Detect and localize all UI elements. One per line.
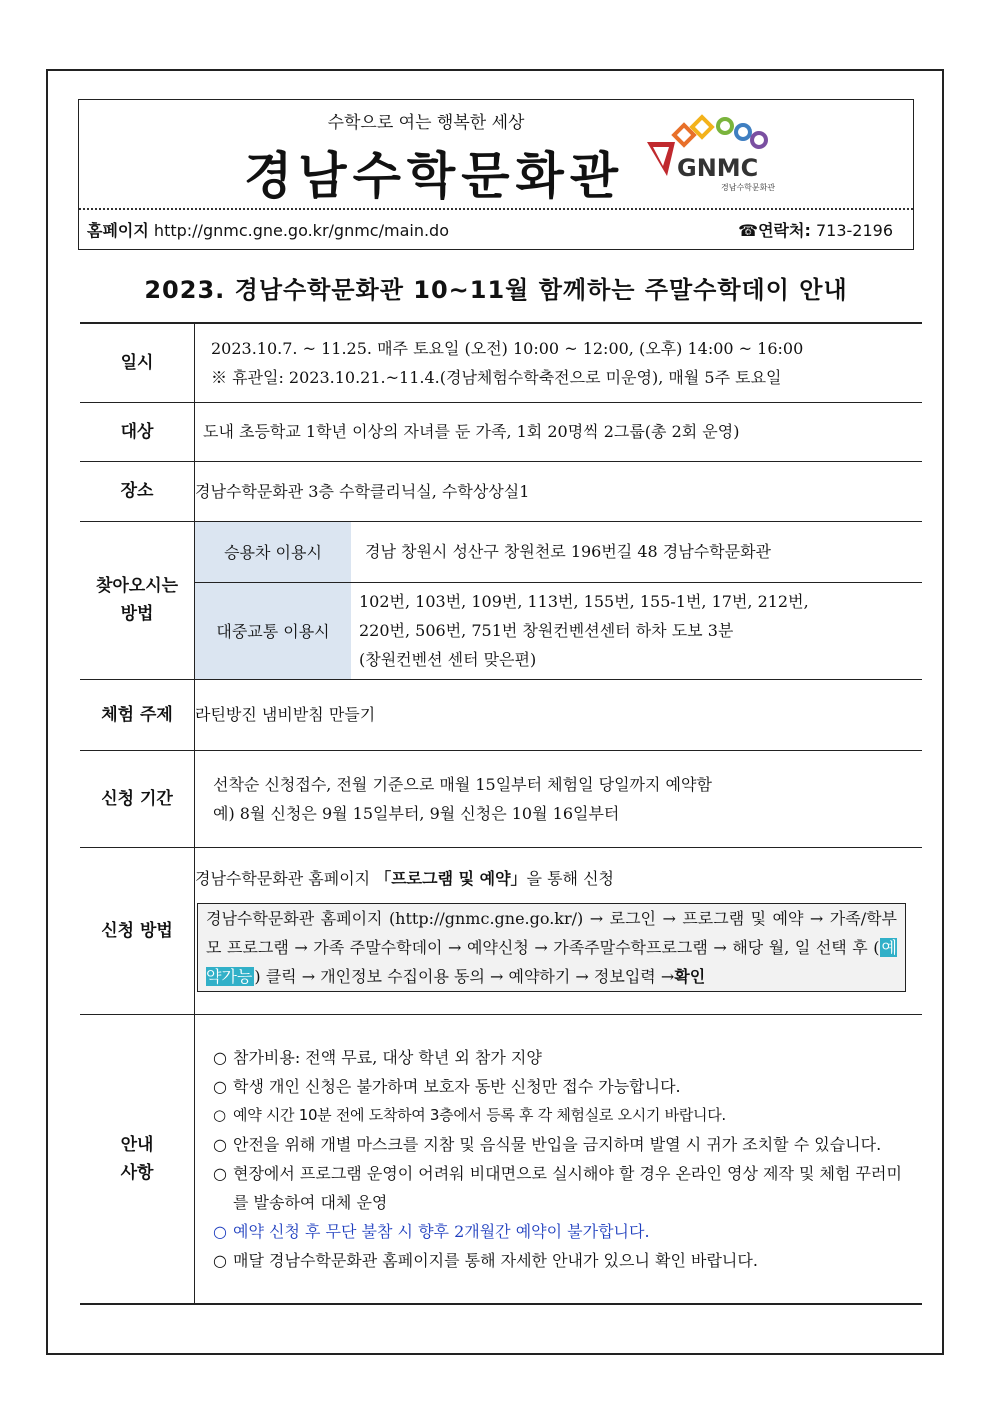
value-theme: 라틴방진 냄비받침 만들기 xyxy=(195,679,923,750)
car-row xyxy=(195,522,922,583)
notes-label-line2: 사항 xyxy=(120,1162,154,1183)
document-title: 2023. 경남수학문화관 10~11월 함께하는 주말수학데이 안내 xyxy=(144,276,848,304)
note-item: ○ 예약 시간 10분 전에 도착하여 3층에서 등록 후 각 체험실로 오시기 바랍니다. xyxy=(207,1101,910,1130)
row-method xyxy=(80,847,922,1014)
row-period xyxy=(80,750,922,847)
car-label: 승용차 이용시 xyxy=(195,522,351,583)
value-directions xyxy=(195,521,923,679)
bullet-icon: ○ xyxy=(213,1221,227,1241)
directions-subtable xyxy=(195,522,922,679)
period-line2: 예) 8월 신청은 9월 15일부터, 9월 신청은 10월 16일부터 xyxy=(213,803,620,823)
bus-line1: 102번, 103번, 109번, 113번, 155번, 155-1번, 17번, 212번, xyxy=(359,592,809,612)
info-table xyxy=(80,322,922,1305)
row-date xyxy=(80,323,922,402)
note-item: ○ 참가비용: 전액 무료, 대상 학년 외 참가 지양 xyxy=(207,1043,910,1072)
bus-row xyxy=(195,583,922,679)
label-period: 신청 기간 xyxy=(80,750,195,847)
phone-number: 713-2196 xyxy=(815,221,893,240)
bullet-icon: ○ xyxy=(213,1076,227,1096)
note-item: ○ 현장에서 프로그램 운영이 어려워 비대면으로 실시해야 할 경우 온라인 영상 제작 및 체험 꾸러미를 발송하여 대체 운영 xyxy=(207,1159,910,1217)
homepage-url[interactable]: http://gnmc.gne.go.kr/gnmc/main.do xyxy=(153,221,449,240)
slogan: 수학으로 여는 행복한 세상 xyxy=(327,113,525,133)
method-intro-post: 을 통해 신청 xyxy=(526,868,614,888)
available-badge: 예약가능 xyxy=(206,937,897,986)
apply-steps-text: 경남수학문화관 홈페이지 (http://gnmc.gne.go.kr/) → 로그인 → 프로그램 및 예약 → 가족/학부모 프로그램 → 가족 주말수학데이 → 예약신청 → 가족주말수학프로그램 → 해당 월, 일 선택 후 ( xyxy=(206,908,897,957)
row-target xyxy=(80,402,922,461)
gnmc-logo xyxy=(641,114,781,194)
label-notes xyxy=(80,1014,195,1304)
phone-label: ☎연락처: xyxy=(738,221,811,240)
method-intro-bold: 「프로그램 및 예약」 xyxy=(375,868,527,888)
label-theme: 체험 주제 xyxy=(80,679,195,750)
label-date: 일시 xyxy=(80,323,195,402)
method-intro-pre: 경남수학문화관 홈페이지 xyxy=(195,868,376,888)
bullet-icon: ○ xyxy=(213,1047,227,1067)
date-line1: 2023.10.7. ~ 11.25. 매주 토요일 (오전) 10:00 ~ 12:00, (오후) 14:00 ~ 16:00 xyxy=(211,338,804,358)
bus-line3: (창원컨벤션 센터 맞은편) xyxy=(359,650,537,670)
label-place: 장소 xyxy=(80,461,195,521)
directions-label-line2: 방법 xyxy=(120,604,154,624)
note-item: ○ 안전을 위해 개별 마스크를 지참 및 음식물 반입을 금지하며 발열 시 귀가 조치할 수 있습니다. xyxy=(207,1130,910,1159)
car-text: 경남 창원시 성산구 창원천로 196번길 48 경남수학문화관 xyxy=(351,522,922,583)
bus-text xyxy=(351,583,922,679)
bus-label: 대중교통 이용시 xyxy=(195,583,351,679)
value-place: 경남수학문화관 3층 수학클리닉실, 수학상상실1 xyxy=(195,461,923,521)
bullet-icon: ○ xyxy=(213,1250,227,1270)
period-line1: 선착순 신청접수, 전월 기준으로 매월 15일부터 체험일 당일까지 예약함 xyxy=(213,774,712,794)
apply-steps-tail: ) 클릭 → 개인정보 수집이용 동의 → 예약하기 → 정보입력 → xyxy=(254,966,675,986)
homepage-label: 홈페이지 xyxy=(87,221,149,240)
dotted-divider xyxy=(79,208,913,210)
bullet-icon: ○ xyxy=(213,1163,227,1183)
row-directions xyxy=(80,521,922,679)
bullet-icon: ○ xyxy=(213,1105,226,1124)
value-target: 도내 초등학교 1학년 이상의 자녀를 둔 가족, 1회 20명씩 2그룹(총 2회 운영) xyxy=(195,402,923,461)
org-title: 경남수학문화관 xyxy=(244,147,625,205)
row-place xyxy=(80,461,922,521)
apply-steps-end: 확인 xyxy=(674,966,706,986)
note-item: ○ 학생 개인 신청은 불가하며 보호자 동반 신청만 접수 가능합니다. xyxy=(207,1072,910,1101)
homepage-info xyxy=(87,218,449,241)
apply-steps-box xyxy=(197,903,906,992)
note-item: ○ 매달 경남수학문화관 홈페이지를 통해 자세한 안내가 있으니 확인 바랍니다. xyxy=(207,1246,910,1275)
value-date xyxy=(195,323,923,402)
date-line2: ※ 휴관일: 2023.10.21.~11.4.(경남체험수학축전으로 미운영), 매월 5주 토요일 xyxy=(211,367,782,387)
row-theme xyxy=(80,679,922,750)
row-notes xyxy=(80,1014,922,1304)
notes-label-line1: 안내 xyxy=(120,1134,154,1155)
value-notes xyxy=(195,1014,923,1304)
bullet-icon: ○ xyxy=(213,1134,227,1154)
note-item-warning: ○ 예약 신청 후 무단 불참 시 향후 2개월간 예약이 불가합니다. xyxy=(207,1217,910,1246)
label-target: 대상 xyxy=(80,402,195,461)
logo-text: GNMC xyxy=(677,154,759,182)
method-intro xyxy=(195,864,922,893)
header-box xyxy=(78,99,914,250)
phone-info xyxy=(738,218,893,241)
label-directions xyxy=(80,521,195,679)
label-method: 신청 방법 xyxy=(80,847,195,1014)
logo-subtext: 경남수학문화관 xyxy=(721,183,776,192)
value-method xyxy=(195,847,923,1014)
bus-line2: 220번, 506번, 751번 창원컨벤션센터 하차 도보 3분 xyxy=(359,621,734,641)
value-period xyxy=(195,750,923,847)
directions-label-line1: 찾아오시는 xyxy=(95,576,179,596)
